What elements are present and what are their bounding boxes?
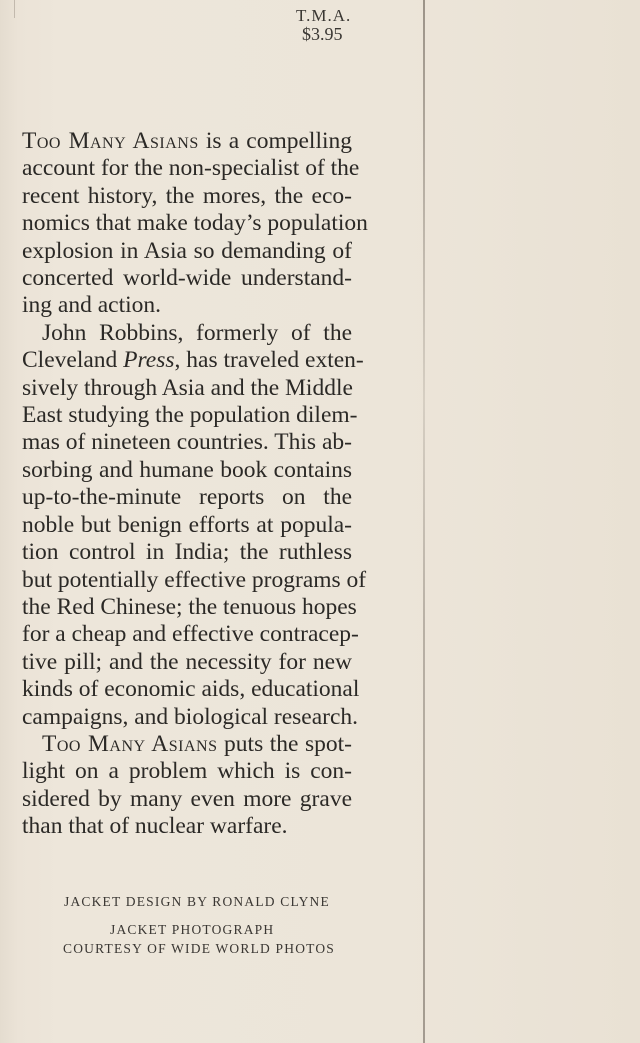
fold-line: [423, 0, 425, 1043]
text-line: but potentially effective programs of: [22, 566, 367, 593]
text-line: concerted world-wide understand-: [22, 265, 352, 292]
text-line: campaigns, and biological research.: [22, 703, 359, 730]
text-line: than that of nuclear warfare.: [22, 813, 288, 840]
description-text: [22, 128, 368, 841]
text-line: ing and action.: [22, 292, 162, 319]
text-line: Too Many Asians is a compelling: [22, 128, 352, 154]
text-line: account for the non-specialist of the: [22, 155, 360, 182]
publisher-code: T.M.A.: [296, 6, 352, 25]
text-line: sidered by many even more grave: [22, 785, 352, 812]
text-line: Too Many Asians puts the spot-: [42, 730, 353, 757]
text-line: sorbing and humane book contains: [22, 456, 352, 483]
text-line: noble but benign efforts at popula-: [22, 511, 352, 538]
price: $3.95: [302, 24, 343, 44]
text-line: light on a problem which is con-: [22, 758, 352, 785]
text-line: John Robbins, formerly of the: [42, 319, 352, 346]
text-line: East studying the population dilem-: [22, 402, 358, 429]
jacket-design-credit: JACKET DESIGN BY RONALD CLYNE: [64, 894, 330, 909]
text-line: mas of nineteen countries. This ab-: [22, 429, 352, 456]
edge-tick: [14, 0, 15, 18]
text-line: nomics that make today’s population: [22, 210, 368, 237]
text-line: tive pill; and the necessity for new: [22, 648, 352, 675]
book-title: Too Many Asians: [22, 128, 199, 154]
photo-courtesy-credit: COURTESY OF WIDE WORLD PHOTOS: [63, 941, 336, 956]
text-line: Cleveland Press, has traveled exten-: [22, 347, 364, 374]
book-title: Too Many Asians: [42, 730, 218, 757]
text-line: the Red Chinese; the tenuous hopes: [22, 593, 357, 620]
text-line: explosion in Asia so demanding of: [22, 237, 352, 264]
text-line: recent history, the mores, the eco-: [22, 182, 352, 209]
text-line: kinds of economic aids, educational: [22, 676, 360, 703]
jacket-photo-credit: JACKET PHOTOGRAPH: [110, 922, 275, 937]
text-line: for a cheap and effective contracep-: [22, 621, 359, 648]
newspaper-title: Press: [123, 347, 175, 374]
text-line: sively through Asia and the Middle: [22, 374, 353, 401]
text-line: up-to-the-minute reports on the: [22, 484, 352, 511]
text-line: tion control in India; the ruthless: [22, 539, 352, 566]
